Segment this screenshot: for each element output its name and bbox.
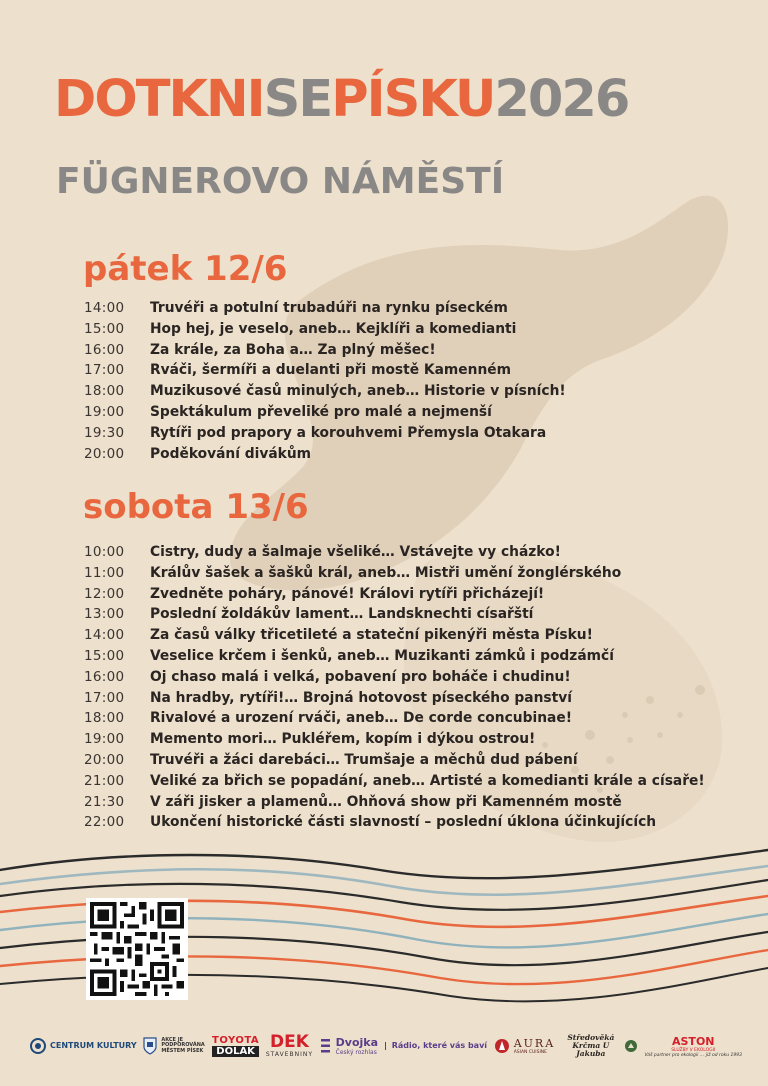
event-title: Memento mori… Pukléřem, kopím i dýkou ostrou!	[150, 731, 536, 748]
event-title: Králův šašek a šašků král, aneb… Mistři umění žonglérského	[150, 564, 622, 581]
logo-aura-sub: ASIAN CUISINE	[513, 1050, 548, 1055]
event-time: 18:00	[84, 383, 125, 400]
schedule-row	[84, 814, 705, 835]
logo-krcma-text: Středověká Krčma U Jakuba	[567, 1032, 615, 1059]
event-title: Veselice krčem i šenků, aneb… Muzikanti zámků i podzámčí	[150, 647, 614, 664]
logo-dvojka-texts	[336, 1036, 378, 1056]
event-time: 10:00	[84, 544, 125, 560]
logo-centrum-kultury	[30, 1038, 137, 1054]
event-time: 17:00	[84, 689, 125, 706]
qr-code[interactable]	[86, 898, 188, 1000]
schedule-row	[84, 404, 566, 425]
day-heading-saturday: sobota 13/6	[83, 487, 309, 527]
schedule-row	[84, 627, 705, 648]
schedule-row	[84, 794, 705, 815]
event-title: Rváči, šermíři a duelanti při mostě Kamenném	[150, 362, 512, 379]
event-title: Ukončení historické části slavností – poslední úklona účinkujících	[150, 814, 657, 831]
logo-dvojka-text: Dvojka	[335, 1036, 379, 1049]
logo-aston-text: ASTON	[672, 1034, 715, 1048]
event-time: 21:30	[84, 793, 125, 810]
dvojka-logo-icon	[320, 1038, 332, 1054]
schedule-row	[84, 586, 705, 607]
event-title: Za krále, za Boha a… Za plný měšec!	[150, 341, 436, 358]
logo-toyota-dolak	[212, 1035, 259, 1057]
sponsor-logos	[30, 1026, 742, 1066]
event-title: Spektákulum převeliké pro malé a nejmenší	[150, 403, 492, 420]
logo-dvojka-sub: Český rozhlas	[335, 1049, 377, 1056]
event-time: 13:00	[84, 606, 125, 623]
schedule-row	[84, 544, 705, 565]
logo-dek-text: DEK	[269, 1032, 309, 1052]
schedule-row	[84, 425, 566, 446]
event-title: Hop hej, je veselo, aneb… Kejklíři a komedianti	[150, 320, 517, 337]
schedule-row	[84, 690, 705, 711]
event-time: 16:00	[84, 668, 125, 685]
saturday-schedule	[84, 544, 705, 835]
title-part-pisku: PÍSKU	[331, 70, 495, 129]
schedule-row	[84, 669, 705, 690]
event-time: 16:00	[84, 341, 125, 358]
event-title: V záři jisker a plamenů… Ohňová show při Kamenném mostě	[150, 793, 622, 810]
logo-dek	[266, 1034, 313, 1058]
event-time: 18:00	[84, 710, 125, 727]
logo-aura	[494, 1037, 555, 1055]
centrum-kultury-logo-icon	[30, 1038, 46, 1054]
event-time: 22:00	[84, 814, 125, 831]
schedule-row	[84, 606, 705, 627]
schedule-row	[84, 321, 566, 342]
radio-slogan-text: Rádio, které vás baví	[385, 1042, 487, 1051]
schedule-row	[84, 565, 705, 586]
event-time: 20:00	[84, 751, 125, 768]
event-time: 20:00	[84, 445, 125, 462]
event-title: Oj chaso malá i velká, pobavení pro boháče i chudinu!	[150, 668, 571, 685]
logo-radio-slogan	[385, 1042, 487, 1051]
logo-centrum-text: CENTRUM KULTURY	[50, 1040, 137, 1050]
event-time: 11:00	[84, 564, 125, 581]
event-title: Cistry, dudy a šalmaje všeliké… Vstávejte vy cházko!	[150, 544, 561, 560]
logo-podpora-text: AKCE JE PODPOROVÁNA MĚSTEM PÍSEK	[161, 1036, 205, 1054]
logo-aura-texts	[514, 1037, 555, 1055]
event-time: 17:00	[84, 362, 125, 379]
title-part-year: 2026	[494, 70, 629, 129]
friday-schedule	[84, 300, 566, 466]
event-title: Truvéři a žáci darebáci… Trumšaje a měchů dud pábení	[150, 751, 578, 768]
event-title: Poslední žoldákův lament… Landsknechti císařští	[150, 606, 534, 623]
logo-toyota-text: TOYOTA	[212, 1035, 260, 1046]
schedule-row	[84, 383, 566, 404]
event-title: Rytíři pod prapory a korouhvemi Přemysla Otakara	[150, 424, 547, 441]
event-title: Zvedněte poháry, pánové! Královi rytíři přicházejí!	[150, 585, 545, 602]
event-title: Truvéři a potulní trubadúři na rynku píseckém	[150, 300, 508, 316]
event-time: 21:00	[84, 772, 125, 789]
event-title: Rivalové a urození rváči, aneb… De corde concubinae!	[150, 710, 572, 727]
event-title: Muzikusové časů minulých, aneb… Historie v písních!	[150, 383, 566, 400]
event-title: Na hradby, rytíři!… Brojná hotovost píseckého panství	[150, 689, 572, 706]
logo-dvojka	[320, 1036, 378, 1056]
schedule-row	[84, 773, 705, 794]
event-time: 19:30	[84, 424, 125, 441]
logo-aura-text: AURA	[513, 1037, 556, 1050]
logo-aston	[645, 1035, 742, 1058]
event-time: 15:00	[84, 647, 125, 664]
schedule-row	[84, 446, 566, 467]
event-time: 14:00	[84, 300, 125, 316]
event-time: 14:00	[84, 627, 125, 644]
title-part-se: SE	[263, 70, 332, 129]
schedule-row	[84, 300, 566, 321]
logo-podpora	[143, 1037, 205, 1055]
aura-logo-icon	[494, 1038, 510, 1054]
schedule-row	[84, 648, 705, 669]
event-title	[54, 70, 629, 129]
logo-aston-slogan: Váš partner pro ekologii … již od roku 1993	[644, 1052, 742, 1058]
event-title: Veliké za břich se popadání, aneb… Artisté a komedianti krále a císaře!	[150, 772, 705, 789]
title-part-dotkni: DOTKNI	[54, 70, 264, 129]
event-time: 19:00	[84, 403, 125, 420]
schedule-row	[84, 710, 705, 731]
logo-dolak-text: DOLÁK	[212, 1046, 259, 1057]
logo-aston-sub: SLUŽBY V EKOLOGII	[671, 1047, 716, 1053]
schedule-row	[84, 731, 705, 752]
schedule-row	[84, 342, 566, 363]
event-time: 15:00	[84, 320, 125, 337]
event-title: Poděkování divákům	[150, 445, 312, 462]
event-time: 19:00	[84, 731, 125, 748]
qr-code-icon	[90, 902, 184, 996]
logo-krcma	[562, 1034, 638, 1059]
schedule-row	[84, 362, 566, 383]
event-time: 12:00	[84, 585, 125, 602]
logo-dek-sub: STAVEBNINY	[265, 1051, 313, 1058]
event-title: Za časů války třicetileté a stateční pikenýři města Písku!	[150, 627, 593, 644]
pisek-crest-icon	[143, 1037, 157, 1055]
day-heading-friday: pátek 12/6	[83, 249, 288, 289]
schedule-row	[84, 752, 705, 773]
krcma-logo-icon	[624, 1039, 638, 1053]
venue-subtitle: FÜGNEROVO NÁMĚSTÍ	[56, 161, 505, 202]
